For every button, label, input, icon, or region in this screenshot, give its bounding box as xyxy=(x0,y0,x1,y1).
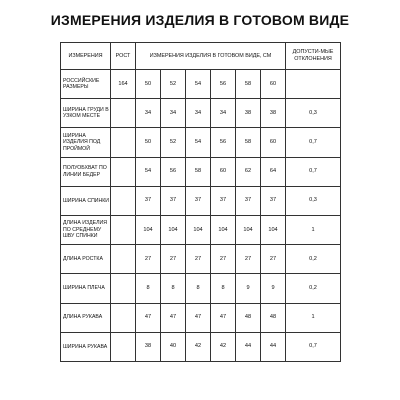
value-cell: 52 xyxy=(161,70,186,99)
value-cell: 52 xyxy=(161,128,186,157)
value-cell: 58 xyxy=(186,157,211,186)
height-cell xyxy=(111,245,136,274)
value-cell: 38 xyxy=(136,332,161,361)
value-cell: 56 xyxy=(211,70,236,99)
value-cell: 47 xyxy=(186,303,211,332)
value-cell: 37 xyxy=(211,186,236,215)
height-cell: 164 xyxy=(111,70,136,99)
height-cell xyxy=(111,128,136,157)
value-cell: 38 xyxy=(261,99,286,128)
tolerance-cell: 0,2 xyxy=(286,274,341,303)
table-row xyxy=(61,274,341,303)
value-cell: 50 xyxy=(136,70,161,99)
size-table xyxy=(60,42,341,362)
value-cell: 38 xyxy=(236,99,261,128)
tolerance-cell: 1 xyxy=(286,303,341,332)
value-cell: 37 xyxy=(186,186,211,215)
value-cell: 27 xyxy=(236,245,261,274)
value-cell: 48 xyxy=(261,303,286,332)
value-cell: 54 xyxy=(186,70,211,99)
header-height: РОСТ xyxy=(111,43,136,70)
value-cell: 54 xyxy=(186,128,211,157)
value-cell: 42 xyxy=(211,332,236,361)
table-row xyxy=(61,332,341,361)
value-cell: 60 xyxy=(211,157,236,186)
page-title: ИЗМЕРЕНИЯ ИЗДЕЛИЯ В ГОТОВОМ ВИДЕ xyxy=(50,12,350,28)
value-cell: 56 xyxy=(211,128,236,157)
table-row xyxy=(61,215,341,244)
row-label: ДЛИНА РУКАВА xyxy=(61,303,111,332)
value-cell: 104 xyxy=(136,215,161,244)
row-label: ШИРИНА ГРУДИ В УЗКОМ МЕСТЕ xyxy=(61,99,111,128)
value-cell: 37 xyxy=(161,186,186,215)
value-cell: 54 xyxy=(136,157,161,186)
value-cell: 37 xyxy=(236,186,261,215)
table-header-row xyxy=(61,43,341,70)
value-cell: 27 xyxy=(136,245,161,274)
tolerance-cell: 0,7 xyxy=(286,128,341,157)
row-label: РОССИЙСКИЕ РАЗМЕРЫ xyxy=(61,70,111,99)
row-label: ШИРИНА ИЗДЕЛИЯ ПОД ПРОЙМОЙ xyxy=(61,128,111,157)
header-values: ИЗМЕРЕНИЯ ИЗДЕЛИЯ В ГОТОВОМ ВИДЕ, СМ xyxy=(136,43,286,70)
height-cell xyxy=(111,332,136,361)
row-label: ШИРИНА СПИНКИ xyxy=(61,186,111,215)
height-cell xyxy=(111,274,136,303)
value-cell: 60 xyxy=(261,128,286,157)
value-cell: 104 xyxy=(161,215,186,244)
value-cell: 104 xyxy=(236,215,261,244)
value-cell: 104 xyxy=(211,215,236,244)
value-cell: 42 xyxy=(186,332,211,361)
row-label: ШИРИНА ПЛЕЧА xyxy=(61,274,111,303)
value-cell: 34 xyxy=(186,99,211,128)
tolerance-cell xyxy=(286,70,341,99)
table-row xyxy=(61,245,341,274)
value-cell: 56 xyxy=(161,157,186,186)
value-cell: 9 xyxy=(236,274,261,303)
value-cell: 62 xyxy=(236,157,261,186)
height-cell xyxy=(111,157,136,186)
height-cell xyxy=(111,303,136,332)
tolerance-cell: 1 xyxy=(286,215,341,244)
table-row xyxy=(61,303,341,332)
tolerance-cell: 0,7 xyxy=(286,157,341,186)
value-cell: 27 xyxy=(186,245,211,274)
table-row xyxy=(61,70,341,99)
value-cell: 27 xyxy=(211,245,236,274)
value-cell: 37 xyxy=(261,186,286,215)
value-cell: 9 xyxy=(261,274,286,303)
tolerance-cell: 0,7 xyxy=(286,332,341,361)
value-cell: 58 xyxy=(236,70,261,99)
value-cell: 104 xyxy=(186,215,211,244)
value-cell: 44 xyxy=(236,332,261,361)
table-row xyxy=(61,128,341,157)
value-cell: 8 xyxy=(211,274,236,303)
value-cell: 40 xyxy=(161,332,186,361)
value-cell: 8 xyxy=(161,274,186,303)
value-cell: 37 xyxy=(136,186,161,215)
value-cell: 104 xyxy=(261,215,286,244)
value-cell: 8 xyxy=(136,274,161,303)
value-cell: 58 xyxy=(236,128,261,157)
height-cell xyxy=(111,99,136,128)
row-label: ДЛИНА ИЗДЕЛИЯ ПО СРЕДНЕМУ ШВУ СПИНКИ xyxy=(61,215,111,244)
row-label: ПОЛУОБХВАТ ПО ЛИНИИ БЕДЕР xyxy=(61,157,111,186)
value-cell: 60 xyxy=(261,70,286,99)
height-cell xyxy=(111,186,136,215)
table-row xyxy=(61,186,341,215)
value-cell: 8 xyxy=(186,274,211,303)
value-cell: 27 xyxy=(161,245,186,274)
row-label: ШИРИНА РУКАВА xyxy=(61,332,111,361)
value-cell: 48 xyxy=(236,303,261,332)
value-cell: 34 xyxy=(211,99,236,128)
header-tolerance: ДОПУСТИ-МЫЕ ОТКЛОНЕНИЯ xyxy=(286,43,341,70)
value-cell: 27 xyxy=(261,245,286,274)
value-cell: 47 xyxy=(136,303,161,332)
table-row xyxy=(61,157,341,186)
value-cell: 34 xyxy=(161,99,186,128)
value-cell: 47 xyxy=(161,303,186,332)
value-cell: 44 xyxy=(261,332,286,361)
height-cell xyxy=(111,215,136,244)
value-cell: 34 xyxy=(136,99,161,128)
table-row xyxy=(61,99,341,128)
value-cell: 50 xyxy=(136,128,161,157)
tolerance-cell: 0,3 xyxy=(286,99,341,128)
tolerance-cell: 0,2 xyxy=(286,245,341,274)
row-label: ДЛИНА РОСТКА xyxy=(61,245,111,274)
value-cell: 64 xyxy=(261,157,286,186)
tolerance-cell: 0,3 xyxy=(286,186,341,215)
header-measure: ИЗМЕРЕНИЯ xyxy=(61,43,111,70)
value-cell: 47 xyxy=(211,303,236,332)
